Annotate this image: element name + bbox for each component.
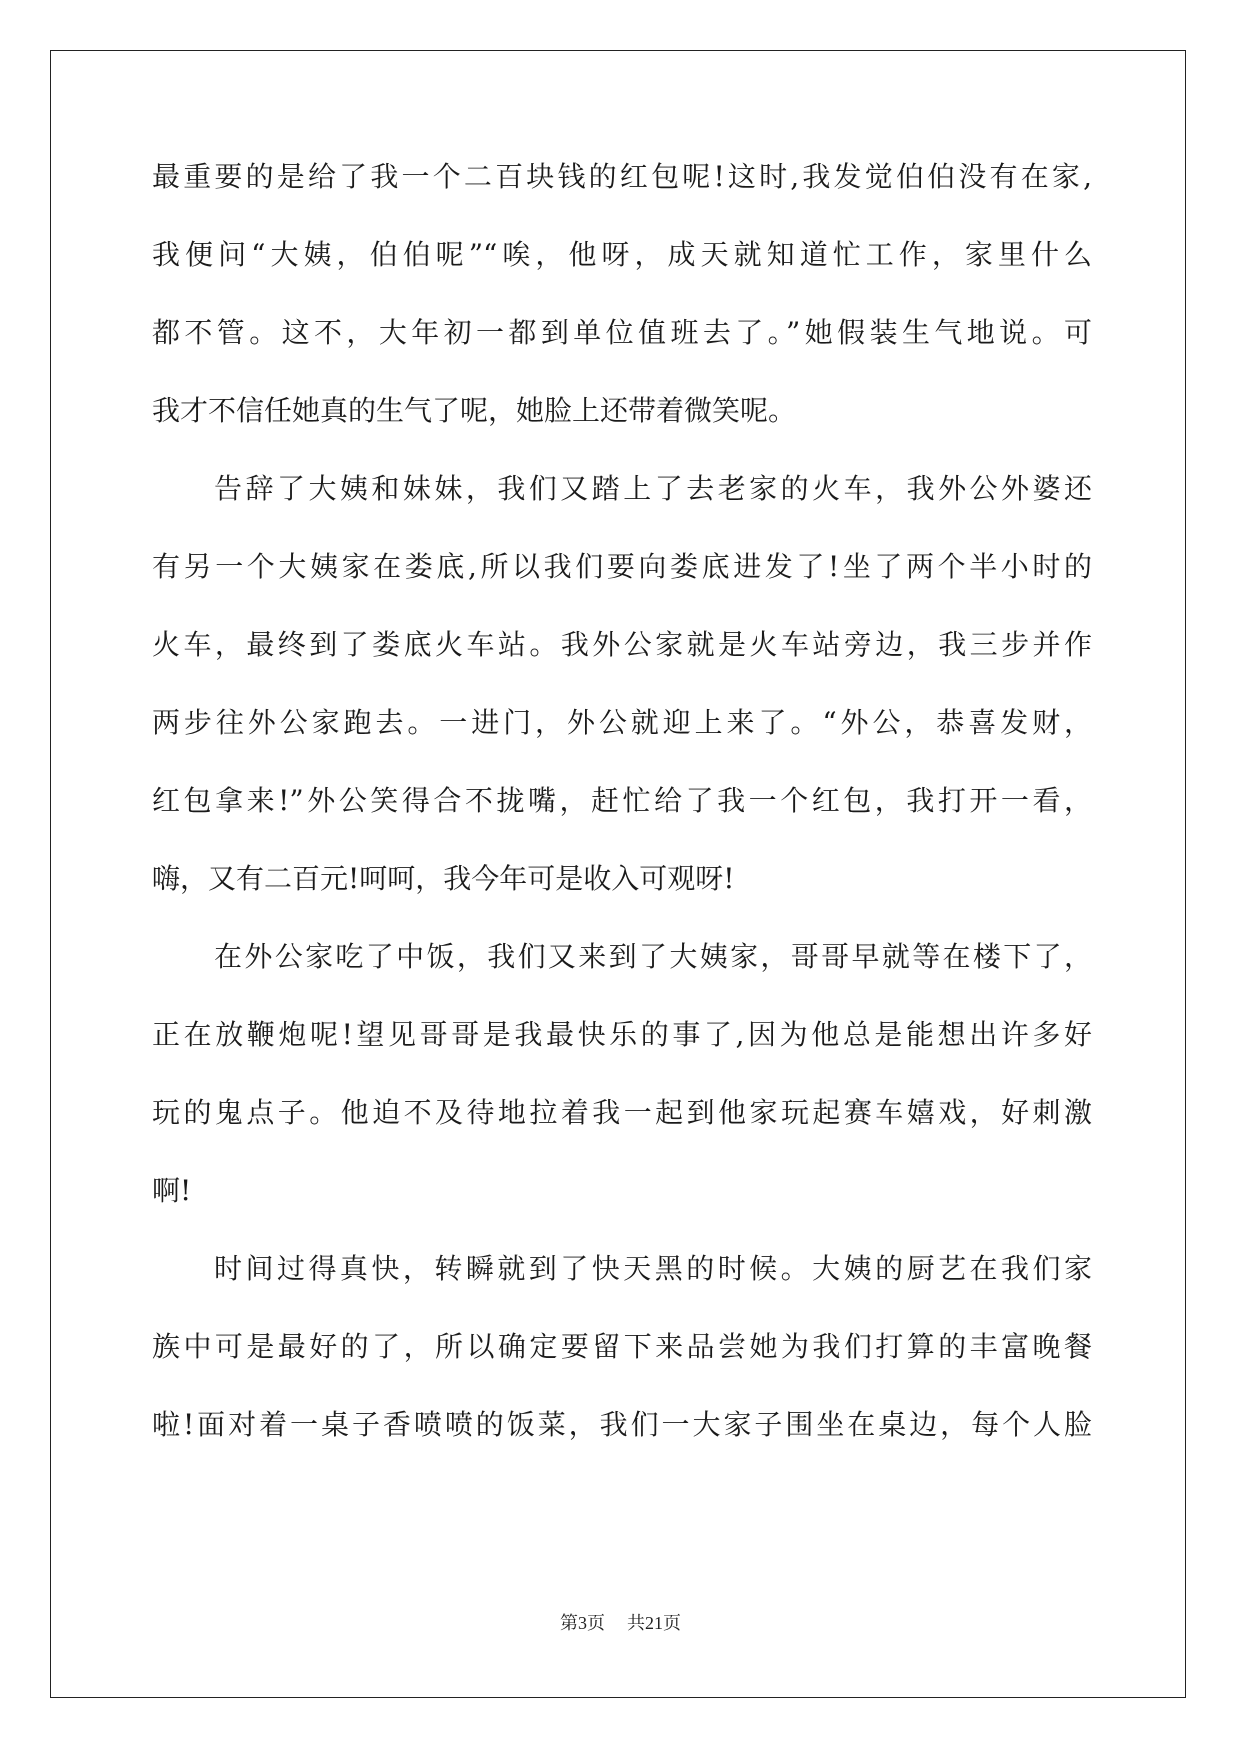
text-line: 我便问“大姨，伯伯呢”“唉，他呀，成天就知道忙工作，家里什么 bbox=[152, 238, 1092, 271]
text-line: 最重要的是给了我一个二百块钱的红包呢!这时,我发觉伯伯没有在家, bbox=[152, 160, 1092, 193]
paragraph-first-line: 时间过得真快，转瞬就到了快天黑的时候。大姨的厨艺在我们家 bbox=[214, 1252, 1092, 1285]
text-line: 我才不信任她真的生气了呢，她脸上还带着微笑呢。 bbox=[152, 394, 797, 427]
text-line: 啊! bbox=[152, 1174, 192, 1207]
paragraph-first-line: 告辞了大姨和妹妹，我们又踏上了去老家的火车，我外公外婆还 bbox=[214, 472, 1092, 505]
text-line: 族中可是最好的了，所以确定要留下来品尝她为我们打算的丰富晚餐 bbox=[152, 1330, 1092, 1363]
text-line: 都不管。这不，大年初一都到单位值班去了。”她假装生气地说。可 bbox=[152, 316, 1092, 349]
paragraph-first-line: 在外公家吃了中饭，我们又来到了大姨家，哥哥早就等在楼下了， bbox=[214, 940, 1092, 973]
text-line: 嗨，又有二百元!呵呵，我今年可是收入可观呀! bbox=[152, 862, 735, 895]
page-footer bbox=[0, 1611, 1241, 1635]
text-line: 啦!面对着一桌子香喷喷的饭菜，我们一大家子围坐在桌边，每个人脸 bbox=[152, 1408, 1092, 1441]
text-line: 火车，最终到了娄底火车站。我外公家就是火车站旁边，我三步并作 bbox=[152, 628, 1092, 661]
page-total: 共21页 bbox=[627, 1613, 681, 1633]
page-number: 第3页 bbox=[560, 1613, 605, 1633]
text-line: 有另一个大姨家在娄底,所以我们要向娄底进发了!坐了两个半小时的 bbox=[152, 550, 1092, 583]
document-body bbox=[152, 160, 1092, 1486]
text-line: 正在放鞭炮呢!望见哥哥是我最快乐的事了,因为他总是能想出许多好 bbox=[152, 1018, 1092, 1051]
text-line: 两步往外公家跑去。一进门，外公就迎上来了。“外公，恭喜发财， bbox=[152, 706, 1092, 739]
text-line: 玩的鬼点子。他迫不及待地拉着我一起到他家玩起赛车嬉戏，好刺激 bbox=[152, 1096, 1092, 1129]
text-line: 红包拿来!”外公笑得合不拢嘴，赶忙给了我一个红包，我打开一看， bbox=[152, 784, 1092, 817]
